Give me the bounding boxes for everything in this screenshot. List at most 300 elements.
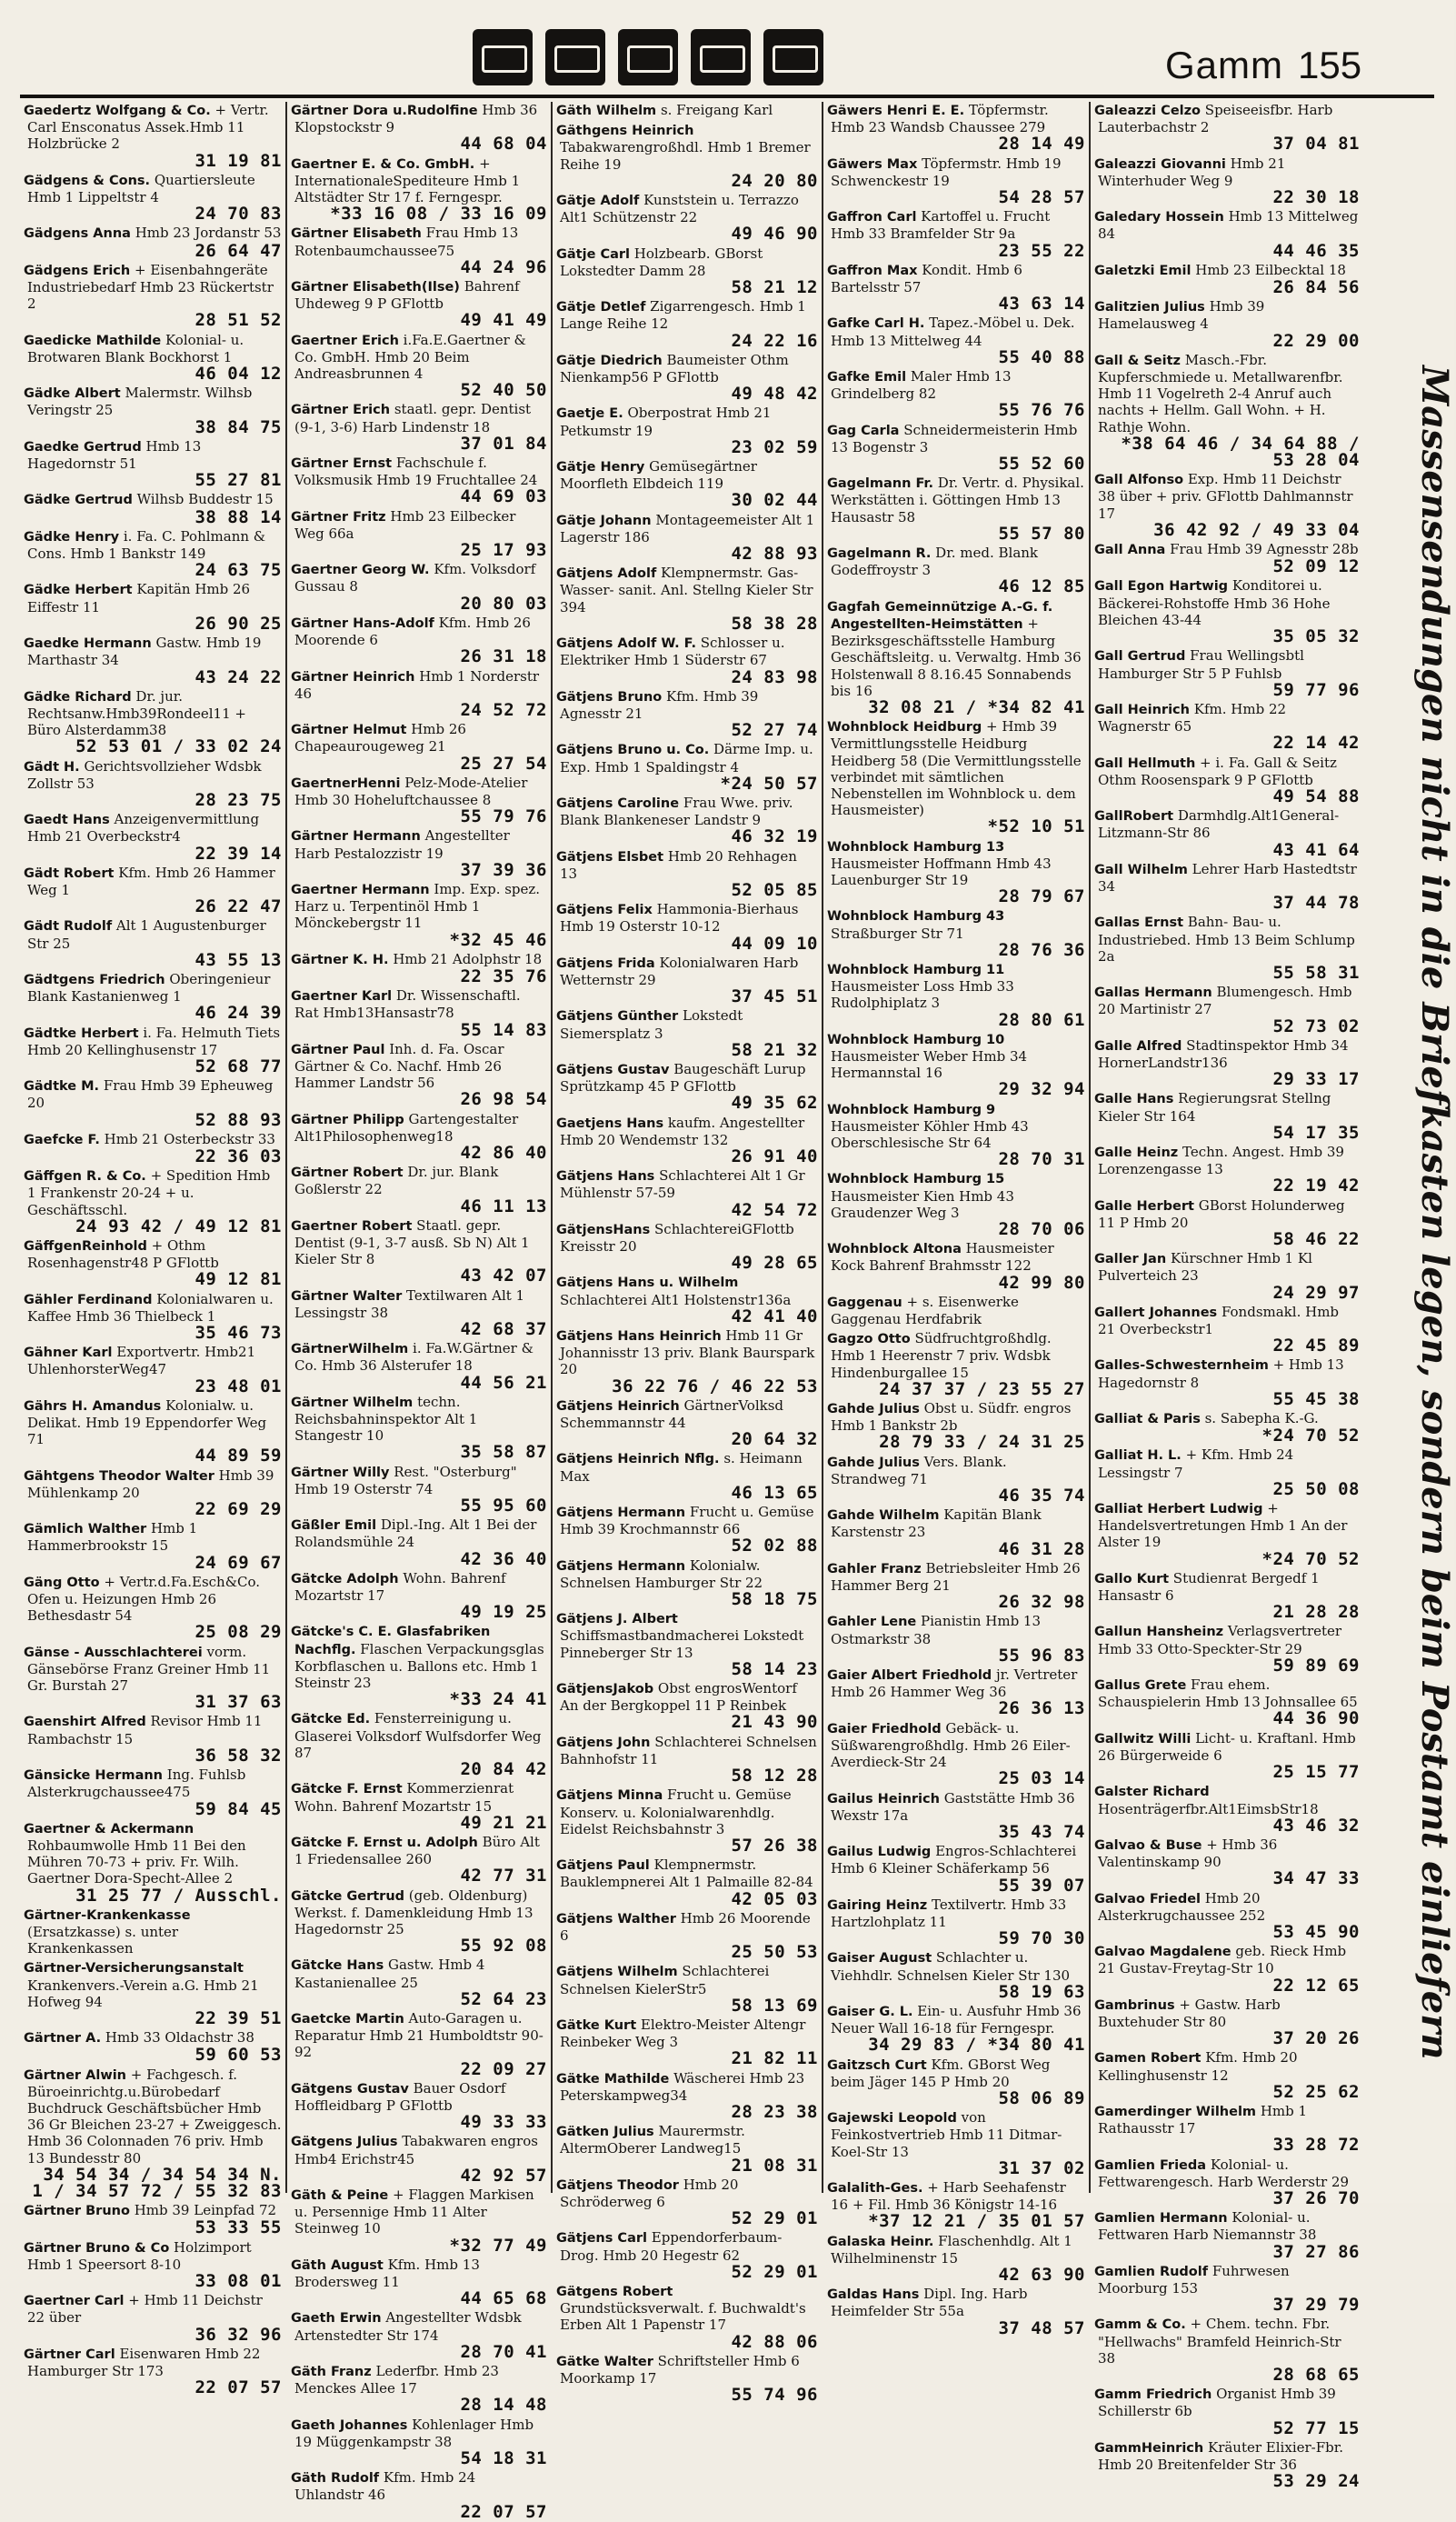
entry-details: Hmb 21 Adolphstr 18: [388, 950, 543, 967]
entry-details: Obst u. Südfr. engros Hmb 1 Bankstr 2b: [831, 1400, 1072, 1435]
entry-name: Galliat & Paris: [1094, 1412, 1201, 1427]
entry-name: Gäth Rudolf: [291, 2471, 380, 2487]
entry-name: Gähner Karl: [24, 1346, 113, 1361]
entry-phone: *38 64 46 / 34 64 88 / 53 28 04: [1121, 433, 1360, 471]
entry-name: Gärtner Erich: [291, 403, 391, 418]
entry-details: i. Fa.W.Gärtner & Co. Hmb 36 Alsterufer 18: [294, 1340, 534, 1375]
directory-entry: [1089, 1730, 1363, 1782]
entry-details: + i. Fa. Gall & Seitz Othm Roosenspark 9 P GFlottb: [1098, 754, 1337, 788]
directory-entry: [285, 2187, 551, 2255]
directory-entry: [285, 1957, 551, 2008]
directory-entry: [551, 102, 822, 120]
directory-entry: [1089, 541, 1363, 575]
entry-name: Gätcke F. Ernst u. Adolph: [291, 1835, 478, 1850]
directory-entry: [18, 2029, 285, 2064]
entry-details: Textilwaren Alt 1 Lessingstr 38: [294, 1286, 525, 1321]
entry-name: Gätjens Adolf W. F.: [556, 636, 696, 652]
entry-details: Licht- u. Kraftanl. Hmb 26 Bürgerweide 6: [1098, 1729, 1356, 1764]
entry-phone: 20 64 32: [731, 1429, 818, 1450]
entry-details: + Vertr. Carl Ensconatus Assek.Hmb 11 Holzbrücke 2: [27, 102, 269, 153]
entry-name: Gätjens Felix: [556, 903, 653, 918]
entry-phone: 55 14 83: [460, 1019, 547, 1040]
entry-name: Gätjens Hans: [556, 1169, 655, 1185]
entry-details: Kfm. Volksdorf Gussau 8: [294, 561, 536, 595]
entry-details: Schlachterei Alt1 Holstenstr136a: [560, 1291, 792, 1308]
entry-name: Gaedke Gertrud: [24, 439, 142, 455]
entry-phone: 26 36 13: [998, 1698, 1085, 1719]
directory-entry: [1089, 1836, 1363, 1888]
entry-name: Gädtgens Friedrich: [24, 972, 165, 987]
entry-details: Dipl.-Ing. Alt 1 Bei der Rolandsmühle 24: [294, 1516, 537, 1551]
entry-phone: 43 55 13: [194, 949, 282, 970]
directory-column-1: [18, 102, 287, 2398]
entry-name: Gädke Richard: [24, 689, 132, 705]
entry-details: Techn. Angest. Hmb 39 Lorenzengasse 13: [1098, 1143, 1344, 1178]
entry-name: Gätjens Caroline: [556, 796, 680, 811]
entry-name: Wohnblock Heidburg: [827, 720, 982, 736]
entry-phone: 49 21 21: [460, 1812, 547, 1833]
directory-entry: [822, 155, 1089, 207]
entry-name: Gambrinus: [1094, 1997, 1175, 2013]
entry-details: Kfm. Hmb 20 Kellinghusenstr 12: [1098, 2049, 1298, 2084]
entry-details: Hmb 39 Leinpfad 72: [129, 2202, 277, 2219]
entry-details: Frau Wwe. priv. Blank Blankeneser Landstr 9: [560, 794, 793, 829]
directory-entry: [1089, 701, 1363, 753]
entry-phone: 37 48 57: [998, 2317, 1085, 2338]
entry-name: Gätcke Adolph: [291, 1571, 399, 1586]
directory-entry: [18, 2292, 285, 2344]
entry-details: Konditorei u. Bäckerei-Rohstoffe Hmb 36 Hohe Bleichen 43-44: [1098, 577, 1331, 628]
entry-details: i.Fa.E.Gaertner & Co. GmbH. Hmb 20 Beim Andreasbrunnen 4: [294, 331, 526, 383]
directory-entry: [1089, 577, 1363, 646]
directory-entry: [285, 827, 551, 879]
entry-phone: 28 23 75: [194, 789, 282, 810]
entry-details: s. Heimann Max: [560, 1450, 803, 1485]
entry-details: Gerichtsvollzieher Wdsbk Zollstr 53: [27, 757, 262, 792]
entry-phone: 36 58 32: [194, 1745, 282, 1766]
entry-phone: 26 98 54: [460, 1089, 547, 1110]
entry-details: Schriftsteller Hmb 6 Moorkamp 17: [560, 2352, 800, 2387]
entry-name: Wohnblock Hamburg 43: [827, 909, 1005, 925]
entry-phone: 46 31 28: [998, 1538, 1085, 1559]
entry-name: Gähtgens Theodor Walter: [24, 1468, 214, 1484]
directory-entry: [285, 1340, 551, 1392]
entry-details: Hmb 36 Klopstockstr 9: [294, 102, 538, 136]
entry-details: Kräuter Elixier-Fbr. Hmb 20 Breitenfelder Str 36: [1098, 2438, 1344, 2474]
entry-phone: 44 69 03: [460, 486, 547, 507]
entry-phone: 22 12 65: [1272, 1975, 1360, 1996]
entry-name: Gärtner A.: [24, 2031, 102, 2047]
entry-phone: 46 13 65: [731, 1482, 818, 1503]
directory-column-2: [285, 102, 553, 2522]
entry-name: Gafke Carl H.: [827, 316, 925, 332]
directory-entry: [18, 2202, 285, 2237]
directory-entry: [285, 951, 551, 986]
entry-name: Gärtner Philipp: [291, 1112, 404, 1127]
entry-name: Gätje Henry: [556, 460, 645, 475]
entry-details: Kfm. Hmb 26 Hammer Weg 1: [27, 864, 275, 898]
entry-phone: 28 14 49: [998, 134, 1085, 155]
entry-details: + Othm Rosenhagenstr48 P GFlottb: [27, 1237, 219, 1272]
entry-name: Gahler Lene: [827, 1615, 917, 1630]
entry-details: Kohlenlager Hmb 19 Müggenkampstr 38: [294, 2416, 534, 2450]
entry-details: Hmb 11 Gr Johannisstr 13 priv. Blank Baurspark 20: [560, 1327, 815, 1378]
entry-name: Galaska Heinr.: [827, 2234, 934, 2249]
entry-phone: 49 28 65: [731, 1253, 818, 1274]
entry-name: Gätcke Hans: [291, 1958, 384, 1974]
entry-phone: 20 80 03: [460, 593, 547, 614]
entry-phone: *32 77 49: [449, 2235, 547, 2256]
entry-details: Dr. Wissenschaftl. Rat Hmb13Hansastr78: [294, 987, 521, 1022]
entry-phone: 55 58 31: [1272, 962, 1360, 983]
entry-name: Gallun Hansheinz: [1094, 1625, 1224, 1640]
entry-details: Frau ehem. Schauspielerin Hmb 13 Johnsallee 65: [1098, 1676, 1358, 1711]
entry-name: Gahde Wilhelm: [827, 1508, 940, 1524]
directory-entry: [822, 2179, 1089, 2231]
directory-entry: [285, 1464, 551, 1516]
entry-details: i. Fa. C. Pohlmann & Cons. Hmb 1 Bankstr 149: [27, 527, 266, 563]
directory-entry: [1089, 2316, 1363, 2384]
entry-name: Gärtner Wilhelm: [291, 1395, 414, 1410]
directory-entry: [551, 192, 822, 244]
entry-name: Gätje Adolf: [556, 194, 640, 209]
directory-entry: [1089, 861, 1363, 913]
entry-name: Gädtke Herbert: [24, 1026, 139, 1041]
entry-phone: 22 36 03: [194, 1146, 282, 1166]
directory-entry: [551, 122, 822, 190]
entry-name: Gaertner Robert: [291, 1218, 413, 1234]
entry-name: Gädt Robert: [24, 866, 115, 881]
entry-name: Gätjens Minna: [556, 1788, 663, 1804]
entry-name: Gagelmann R.: [827, 546, 932, 562]
entry-name: Gall Anna: [1094, 543, 1166, 558]
directory-entry: [551, 2123, 822, 2175]
entry-phone: 52 77 15: [1272, 2417, 1360, 2438]
entry-phone: 22 69 29: [194, 1499, 282, 1520]
directory-entry: [1089, 1783, 1363, 1835]
directory-entry: [18, 581, 285, 633]
directory-entry: [822, 315, 1089, 366]
entry-phone: 49 33 33: [460, 2112, 547, 2133]
directory-entry: [1089, 1250, 1363, 1302]
entry-phone: 42 88 06: [731, 2331, 818, 2352]
entry-details: GärtnerVolksd Schemmannstr 44: [560, 1396, 784, 1432]
entry-details: Exportvertr. Hmb21 UhlenhorsterWeg47: [27, 1344, 256, 1378]
entry-name: Gärtner Helmut: [291, 723, 407, 738]
entry-details: + Handelsvertretungen Hmb 1 An der Alster 19: [1098, 1500, 1348, 1551]
entry-name: Gährs H. Amandus: [24, 1398, 162, 1414]
entry-details: Dipl. Ing. Harb Heimfelder Str 55a: [831, 2286, 1028, 2320]
entry-details: Frucht u. Gemüse Konserv. u. Kolonialwarenhdlg. Eidelst Reichsbahnstr 3: [560, 1786, 792, 1837]
entry-details: Hausmeister Köhler Hmb 43 Oberschlesische Str 64: [831, 1117, 1029, 1151]
entry-phone: 25 50 53: [731, 1942, 818, 1963]
entry-phone: 55 74 96: [731, 2385, 818, 2406]
entry-phone: *32 45 46: [449, 929, 547, 950]
entry-details: Kolonial- u. Fettwaren Harb Niemannstr 38: [1098, 2209, 1317, 2244]
entry-details: Hmb 13 Mittelweg 84: [1098, 208, 1359, 243]
entry-name: Gätke Mathilde: [556, 2071, 670, 2087]
entry-phone: 29 32 94: [998, 1079, 1085, 1100]
directory-entry: [822, 1101, 1089, 1169]
entry-phone: *52 10 51: [987, 816, 1085, 837]
directory-entry: [18, 917, 285, 969]
entry-phone: 25 27 54: [460, 753, 547, 774]
directory-entry: [1089, 2049, 1363, 2101]
entry-name: Gätjens Heinrich: [556, 1398, 680, 1414]
directory-entry: [1089, 102, 1363, 154]
entry-phone: 44 24 96: [460, 256, 547, 277]
directory-entry: [1089, 1623, 1363, 1675]
entry-name: Galdas Hans: [827, 2287, 920, 2303]
directory-entry: [822, 1240, 1089, 1292]
directory-entry: [285, 225, 551, 276]
entry-details: Dr. jur. Blank Goßlerstr 22: [294, 1164, 499, 1198]
entry-details: i. Fa. Helmuth Tiets Hmb 20 Kellinghusenstr 17: [27, 1024, 281, 1058]
entry-details: Wilhsb Buddestr 15: [132, 491, 274, 508]
entry-name: Gätjens Gustav: [556, 1062, 670, 1077]
entry-name: Galle Herbert: [1094, 1198, 1194, 1214]
entry-phone: 46 35 74: [998, 1486, 1085, 1506]
section-heading: Gamm: [1165, 44, 1283, 86]
entry-name: Gärtner K. H.: [291, 952, 389, 967]
entry-phone: *37 12 21 / 35 01 57: [868, 2211, 1085, 2232]
directory-entry: [551, 688, 822, 740]
entry-details: Anzeigenvermittlung Hmb 21 Overbeckstr4: [27, 811, 260, 846]
directory-entry: [285, 278, 551, 330]
entry-name: Gänse - Ausschlachterei: [24, 1645, 203, 1660]
entry-name: Gärtner Hermann: [291, 829, 421, 845]
entry-phone: 37 39 36: [460, 859, 547, 880]
entry-name: Galetzki Emil: [1094, 263, 1192, 278]
entry-phone: 34 54 34 / 34 54 34 N. 1 / 34 57 72 / 55 32 83: [32, 2164, 282, 2201]
entry-name: Gaeth Erwin: [291, 2311, 382, 2327]
entry-details: Textilvertr. Hmb 33 Hartzlohplatz 11: [831, 1896, 1067, 1930]
entry-details: Kfm. Hmb 39 Agnesstr 21: [560, 687, 759, 722]
entry-name: Gall Egon Hartwig: [1094, 579, 1229, 595]
entry-phone: 28 79 67: [998, 886, 1085, 907]
entry-name: Gallert Johannes: [1094, 1305, 1218, 1320]
entry-name: Gahler Franz: [827, 1561, 922, 1576]
directory-entry: [551, 1450, 822, 1502]
entry-details: Hausmeister Kock Bahrenf Brahmsstr 122: [831, 1240, 1054, 1275]
entry-details: Hmb 33 Oldachstr 38: [101, 2029, 254, 2047]
entry-details: + Eisenbahngeräte Industriebedarf Hmb 23 Rückertstr 2: [27, 261, 274, 313]
entry-phone: 24 22 16: [731, 330, 818, 351]
entry-phone: 34 47 33: [1272, 1868, 1360, 1889]
entry-name: Gäßler Emil: [291, 1518, 377, 1534]
directory-entry: [18, 1077, 285, 1129]
entry-name: Gaggenau: [827, 1295, 903, 1310]
entry-name: Gärtner Bruno: [24, 2204, 130, 2219]
directory-entry: [551, 1557, 822, 1609]
entry-details: Oberingenieur Blank Kastanienweg 1: [27, 970, 271, 1006]
entry-name: Gaitzsch Curt: [827, 2057, 927, 2073]
entry-details: Büro Alt 1 Friedensallee 260: [294, 1833, 540, 1868]
entry-details: Staatl. gepr. Dentist (9-1, 3-7 ausß. Sb N) Alt 1 Kieler Str 8: [294, 1216, 530, 1268]
entry-details: Fachschule f. Volksmusik Hmb 19 Fruchtallee 24: [294, 455, 538, 489]
entry-phone: 59 77 96: [1272, 679, 1360, 700]
entry-name: Gärtner Paul: [291, 1042, 385, 1057]
directory-entry: [1089, 298, 1363, 350]
entry-phone: 31 37 63: [194, 1692, 282, 1713]
entry-details: Kürschner Hmb 1 Kl Pulverteich 23: [1098, 1250, 1312, 1285]
entry-details: Auto-Garagen u. Reparatur Hmb 21 Humboldtstr 90-92: [294, 2009, 544, 2061]
entry-details: Töpfermstr. Hmb 23 Wandsb Chaussee 279: [831, 102, 1049, 136]
entry-name: Gärtner Bruno & Co: [24, 2240, 170, 2256]
entry-name: Gallwitz Willi: [1094, 1731, 1192, 1746]
entry-phone: 53 33 55: [194, 2217, 282, 2238]
entry-phone: 25 08 29: [194, 1622, 282, 1643]
directory-entry: [285, 1394, 551, 1462]
directory-entry: [18, 1237, 285, 1289]
directory-entry: [18, 172, 285, 224]
entry-phone: 44 68 04: [460, 134, 547, 155]
entry-details: + Kfm. Hmb 24 Lessingstr 7: [1098, 1446, 1294, 1481]
entry-name: Gärtner Heinrich: [291, 669, 415, 685]
entry-details: Hmb 1 Hammerbrookstr 15: [27, 1520, 198, 1555]
directory-entry: [285, 615, 551, 666]
entry-phone: 55 95 60: [460, 1496, 547, 1516]
directory-entry: [1089, 1446, 1363, 1498]
directory-entry: [1089, 807, 1363, 859]
entry-name: Gädke Henry: [24, 529, 120, 545]
entry-name: Gaedicke Mathilde: [24, 333, 162, 348]
entry-details: Kolonialw. u. Delikat. Hmb 19 Eppendorfer Weg 71: [27, 1396, 267, 1448]
directory-entry: [1089, 155, 1363, 207]
directory-entry: [822, 262, 1089, 314]
entry-phone: 26 64 47: [194, 240, 282, 261]
entry-name: Gall Hellmuth: [1094, 756, 1196, 771]
entry-phone: 24 70 83: [194, 204, 282, 225]
entry-phone: 52 68 77: [194, 1056, 282, 1076]
entry-details: Hmb 23 Eilbecker Weg 66a: [294, 507, 516, 542]
entry-details: Lokstedt Siemersplatz 3: [560, 1007, 743, 1042]
entry-details: Kfm. Hmb 13 Brodersweg 11: [294, 2256, 480, 2290]
entry-phone: 36 42 92 / 49 33 04: [1153, 519, 1360, 540]
entry-phone: 42 63 90: [998, 2264, 1085, 2285]
entry-name: Gätjens Paul: [556, 1858, 650, 1874]
directory-entry: [822, 2286, 1089, 2337]
directory-entry: [1089, 1943, 1363, 1995]
entry-name: Galvao Magdalene: [1094, 1945, 1232, 1960]
directory-entry: [822, 1560, 1089, 1612]
entry-details: Hammonia-Bierhaus Hmb 19 Osterstr 10-12: [560, 901, 799, 936]
entry-phone: 22 29 00: [1272, 330, 1360, 351]
directory-entry: [1089, 1356, 1363, 1408]
entry-phone: 58 06 89: [998, 2087, 1085, 2108]
entry-phone: 44 09 10: [731, 933, 818, 954]
entry-details: Hmb 21 Winterhuder Weg 9: [1098, 155, 1286, 189]
entry-phone: 22 39 14: [194, 843, 282, 864]
entry-name: Gätgens Julius: [291, 2135, 398, 2150]
entry-name: Gärtner Elisabeth: [291, 226, 422, 242]
entry-name: Gailus Ludwig: [827, 1845, 932, 1860]
entry-name: Gärtner Ernst: [291, 456, 393, 472]
entry-details: Töpfermstr. Hmb 19 Schwenckestr 19: [831, 155, 1062, 189]
entry-details: (Ersatzkasse) s. unter Krankenkassen: [27, 1923, 179, 1957]
directory-entry: [551, 405, 822, 456]
directory-entry: [1089, 352, 1363, 469]
entry-name: Gärtner Carl: [24, 2347, 115, 2362]
entry-name: Gaefcke F.: [24, 1132, 100, 1147]
entry-name: Gagfah Gemeinnützige A.-G. f. Angestellten-Heimstätten: [827, 599, 1053, 632]
entry-phone: 24 63 75: [194, 560, 282, 581]
entry-name: Gätjens Bruno: [556, 689, 663, 705]
entry-details: Zigarrengesch. Hmb 1 Lange Reihe 12: [560, 298, 806, 333]
entry-details: Hmb 1 Norderstr 46: [294, 667, 540, 702]
entry-phone: 52 73 02: [1272, 1016, 1360, 1036]
entry-name: Galster Richard: [1094, 1785, 1210, 1800]
entry-details: Hmb 20 Rehhagen 13: [560, 847, 797, 882]
entry-name: Gaertner & Ackermann: [24, 1821, 194, 1836]
entry-phone: 37 26 70: [1272, 2187, 1360, 2208]
entry-phone: 52 29 01: [731, 2208, 818, 2229]
entry-name: Gallas Hermann: [1094, 986, 1212, 1001]
entry-name: Galalith-Ges.: [827, 2180, 923, 2196]
directory-entry: [18, 385, 285, 436]
directory-entry: [18, 688, 285, 756]
entry-name: Gätjens Elsbet: [556, 849, 664, 865]
entry-phone: 22 14 42: [1272, 733, 1360, 754]
directory-entry: [1089, 262, 1363, 296]
entry-details: Organist Hmb 39 Schillerstr 6b: [1098, 2386, 1336, 2420]
directory-entry: [285, 987, 551, 1039]
entry-name: Gähler Ferdinand: [24, 1292, 153, 1307]
entry-name: Gätgens Gustav: [291, 2081, 409, 2097]
directory-entry: [285, 2080, 551, 2132]
entry-name: Gaertner Erich: [291, 333, 399, 348]
entry-details: Hausmeister Loss Hmb 33 Rudolphiplatz 3: [831, 978, 1014, 1012]
entry-details: Straßburger Str 71: [831, 925, 964, 942]
entry-details: Grundstücksverwalt. f. Buchwaldt's Erben Alt 1 Papenstr 17: [560, 2300, 806, 2334]
directory-entry: [822, 475, 1089, 543]
entry-phone: 28 68 65: [1272, 2365, 1360, 2385]
entry-details: Dr. med. Blank Godeffroystr 3: [831, 545, 1039, 579]
entry-name: Gagzo Otto: [827, 1332, 911, 1347]
entry-name: Gärtner-Versicherungsanstalt: [24, 1961, 244, 1977]
entry-details: + InternationaleSpediteure Hmb 1 Altstädter Str 17 f. Ferngespr.: [294, 155, 521, 206]
entry-name: Gärtner-Krankenkasse: [24, 1907, 191, 1923]
directory-entry: [18, 1766, 285, 1818]
entry-phone: 49 19 25: [460, 1602, 547, 1623]
entry-details: + Hmb 36 Valentinskamp 90: [1098, 1836, 1278, 1871]
directory-entry: [285, 2133, 551, 2185]
entry-details: Elektro-Meister Altengr Reinbeker Weg 3: [560, 2016, 806, 2051]
side-notice-text: Massensendungen nicht in die Briefkasten legen, sondern beim Postamt einliefern: [1413, 365, 1456, 2060]
entry-name: GätjensJakob: [556, 1682, 654, 1697]
entry-phone: 26 91 40: [731, 1146, 818, 1166]
directory-entry: [1089, 1997, 1363, 2048]
directory-entry: [285, 1111, 551, 1163]
entry-name: Gamlien Hermann: [1094, 2211, 1228, 2227]
entry-details: + Hmb 39 Vermittlungsstelle Heidburg Heidberg 58 (Die Vermittlungsstelle verbindet mit sämtlichen Nebenstellen im Wohnblock u. dem Hausmeister): [831, 718, 1082, 819]
entry-details: Pianistin Hmb 13 Ostmarkstr 38: [831, 1613, 1042, 1647]
directory-entry: [822, 545, 1089, 596]
entry-details: Krankenvers.-Verein a.G. Hmb 21 Hofweg 94: [27, 1977, 259, 2010]
entry-name: Gädke Herbert: [24, 583, 133, 598]
directory-entry: [285, 1710, 551, 1778]
entry-phone: *33 24 41: [449, 1689, 547, 1710]
directory-entry: [1089, 1890, 1363, 1942]
directory-entry: [551, 2070, 822, 2122]
entry-phone: 22 07 57: [194, 2377, 282, 2398]
entry-phone: 53 29 24: [1272, 2471, 1360, 2492]
entry-phone: 35 46 73: [194, 1323, 282, 1344]
entry-details: Angestellter Wdsbk Artenstedter Str 174: [294, 2309, 522, 2344]
entry-name: Wohnblock Hamburg 9: [827, 1102, 996, 1117]
entry-name: Galle Heinz: [1094, 1145, 1179, 1160]
entry-details: Hausmeister Hoffmann Hmb 43 Lauenburger Str 19: [831, 855, 1052, 888]
